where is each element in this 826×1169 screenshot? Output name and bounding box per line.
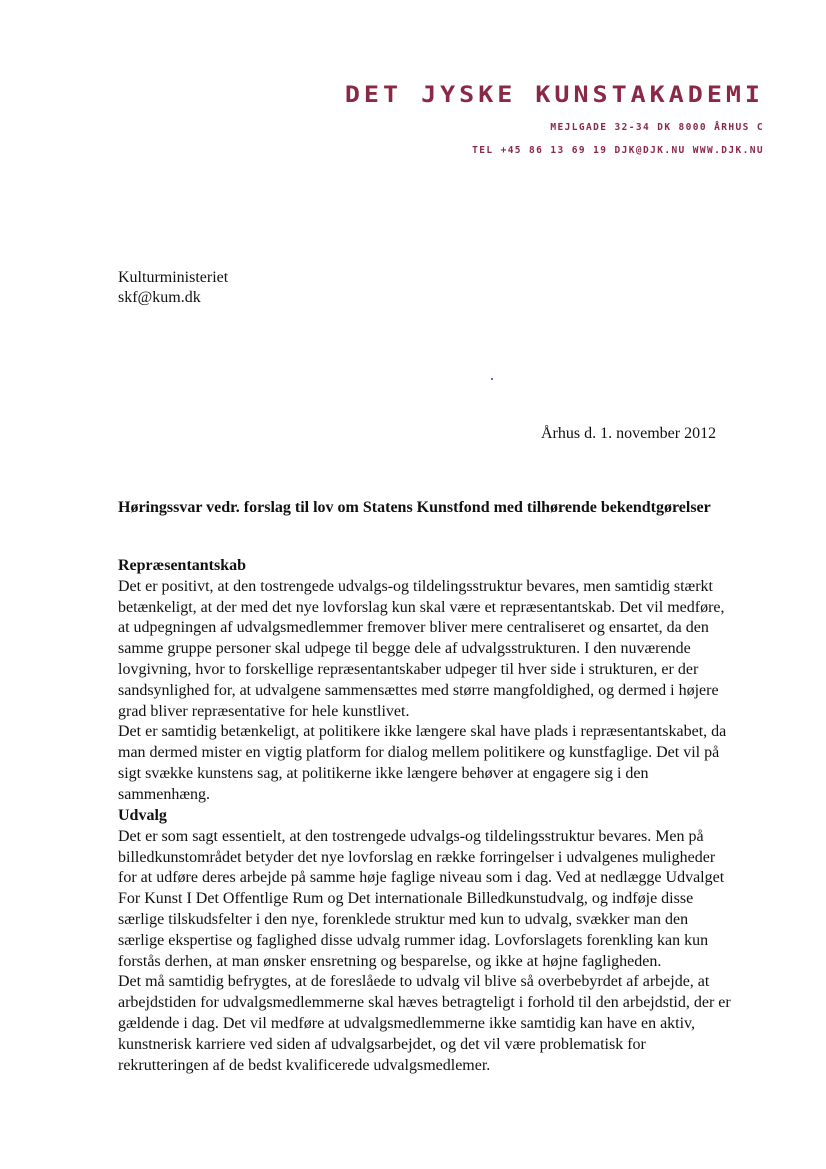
body-line: billedkunstområdet betyder det nye lovforslag en række forringelser i udvalgenes muligheder [118,848,716,866]
body-line: man dermed mister en vigtig platform for dialog mellem politikere og kunstfaglige. Det vil på [118,744,720,762]
body-line: gældende i dag. Det vil medføre at udvalgsmedlemmerne ikke samtidig kan have en aktiv, [118,1014,696,1032]
section-heading: Repræsentantskab [118,557,247,574]
body-line: kunstnerisk karriere ved siden af udvalgsarbejdet, og det vil være problematisk for [118,1035,646,1053]
recipient-email: skf@kum.dk [118,289,201,306]
body-line: sandsynlighed for, at udvalgene sammensættes med større mangfoldighed, og dermed i højere [118,681,719,699]
letterhead [345,80,764,157]
recipient-name: Kulturministeriet [118,269,229,286]
body-line: sammenhæng. [118,785,210,803]
letter-subject: Høringssvar vedr. forslag til lov om Statens Kunstfond med tilhørende bekendtgørelser [118,499,711,516]
letterhead-institution-name: DET JYSKE KUNSTAKADEMI [344,81,764,108]
section-udvalg [118,806,768,1076]
letterhead-address: MEJLGADE 32-34 DK 8000 ÅRHUS C [550,122,764,133]
body-line: forstås derhen, at man ønsker ensretning og besparelse, og ikke at højne fagligheden. [118,952,662,970]
scan-speck [491,378,493,380]
letterhead-contact: TEL +45 86 13 69 19 DJK@DJK.NU WWW.DJK.NU [472,145,764,156]
body-line: særlige ekspertise og faglighed disse udvalg rummer idag. Lovforslagets forenkling kan kun [118,931,709,949]
body-line: grad bliver repræsentative for hele kunstlivet. [118,702,410,720]
section-heading: Udvalg [118,807,167,824]
body-line: særlige tilskudsfelter i den nye, forenklede struktur med kun to udvalg, svækker man den [118,910,689,928]
section-representantskab [118,556,768,806]
recipient-block [118,268,228,308]
letter-date: Århus d. 1. november 2012 [541,425,717,442]
body-line: rekrutteringen af de bedst kvalificerede udvalgsmedlemer. [118,1056,491,1074]
body-line: arbejdstiden for udvalgsmedlemmerne skal hæves betragteligt i forhold til den arbejdstid, der er [118,994,731,1012]
body-line: sigt svække kunstens sag, at politikerne ikke længere behøver at engagere sig i den [118,764,649,782]
body-line: lovgivning, hvor to forskellige repræsentantskaber udpeger til hver side i strukturen, er der [118,660,699,678]
body-line: Det må samtidig befrygtes, at de foreslåede to udvalg vil blive så overbebyrdet af arbejde, at [118,973,710,991]
body-line: Det er som sagt essentielt, at den tostrengede udvalgs-og tildelingsstruktur bevares. Men på [118,827,704,845]
body-line: at udpegningen af udvalgsmedlemmer fremover bliver mere centraliseret og ensartet, da den [118,619,709,637]
body-line: Det er samtidig betænkeligt, at politikere ikke længere skal have plads i repræsentantskabet, da [118,723,727,741]
body-line: samme gruppe personer skal udpege til begge dele af udvalgsstrukturen. I den nuværende [118,640,691,658]
body-line: for at udføre deres arbejde på samme høje faglige niveau som i dag. Ved at nedlægge Udvalget [118,869,725,887]
body-line: betænkeligt, at der med det nye lovforslag kun skal være et repræsentantskab. Det vil medføre, [118,598,725,616]
body-line: For Kunst I Det Offentlige Rum og Det internationale Billedkunstudvalg, og indføje disse [118,890,694,908]
body-line: Det er positivt, at den tostrengede udvalgs-og tildelingsstruktur bevares, men samtidig stærkt [118,577,713,595]
